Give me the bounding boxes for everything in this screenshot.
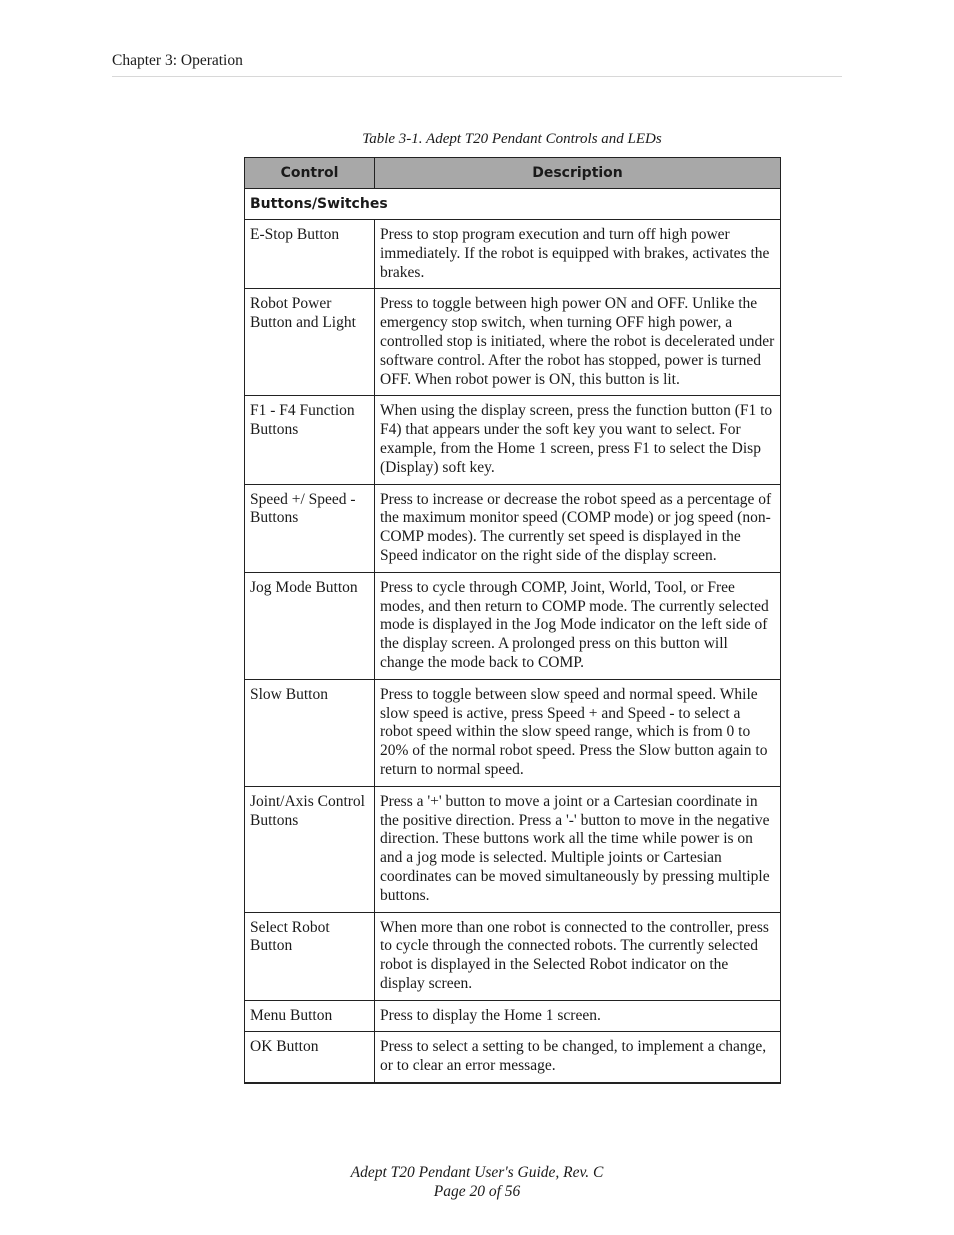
control-name: Menu Button	[245, 1000, 375, 1032]
control-name: F1 - F4 Function Buttons	[245, 396, 375, 484]
control-description: Press to display the Home 1 screen.	[375, 1000, 781, 1032]
table-row	[245, 220, 781, 289]
table-row	[245, 786, 781, 912]
footer-guide-title: Adept T20 Pendant User's Guide, Rev. C	[350, 1164, 604, 1181]
table-row	[245, 289, 781, 396]
column-header-control: Control	[245, 158, 375, 189]
controls-table	[244, 157, 781, 1084]
column-header-description: Description	[375, 158, 781, 189]
table-row	[245, 484, 781, 572]
footer-page-number: Page 20 of 56	[433, 1183, 521, 1200]
control-name: Robot Power Button and Light	[245, 289, 375, 396]
table-row	[245, 912, 781, 1000]
table-row	[245, 1000, 781, 1032]
control-description: Press to stop program execution and turn off high power immediately. If the robot is equipped with brakes, activates the brakes.	[375, 220, 781, 289]
control-description: Press to select a setting to be changed, to implement a change, or to clear an error message.	[375, 1032, 781, 1083]
table-header-row	[245, 158, 781, 189]
control-description: Press to increase or decrease the robot speed as a percentage of the maximum monitor speed (COMP mode) or jog speed (non-COMP modes). The currently set speed is displayed in the Speed indicator on the right side of the display screen.	[375, 484, 781, 572]
control-description: Press to toggle between slow speed and normal speed. While slow speed is active, press Speed + and Speed - to select a robot speed within the slow speed range, which is from 0 to 20% of the normal robot speed. Press the Slow button again to return to normal speed.	[375, 679, 781, 786]
control-description: Press to toggle between high power ON and OFF. Unlike the emergency stop switch, when turning OFF high power, a controlled stop is initiated, where the robot is decelerated under software control. After the robot has stopped, power is turned OFF. When robot power is ON, this button is lit.	[375, 289, 781, 396]
control-name: Select Robot Button	[245, 912, 375, 1000]
table-row	[245, 572, 781, 679]
control-description: Press to cycle through COMP, Joint, World, Tool, or Free modes, and then return to COMP mode. The currently selected mode is displayed in the Jog Mode indicator on the left side of the display screen. A prolonged press on this button will change the mode back to COMP.	[375, 572, 781, 679]
control-name: OK Button	[245, 1032, 375, 1083]
control-description: Press a '+' button to move a joint or a Cartesian coordinate in the positive direction. Press a '-' button to move in the negative direction. These buttons work all the time while power is on and a jog mode is selected. Multiple joints or Cartesian coordinates can be moved simultaneously by pressing multiple buttons.	[375, 786, 781, 912]
control-name: Jog Mode Button	[245, 572, 375, 679]
table-row	[245, 679, 781, 786]
control-description: When more than one robot is connected to the controller, press to cycle through the connected robots. The currently selected robot is displayed in the Selected Robot indicator on the display screen.	[375, 912, 781, 1000]
table-row	[245, 1032, 781, 1083]
section-row	[245, 189, 781, 220]
table-caption: Table 3-1. Adept T20 Pendant Controls and LEDs	[362, 131, 662, 147]
control-name: E-Stop Button	[245, 220, 375, 289]
control-name: Slow Button	[245, 679, 375, 786]
control-name: Speed +/ Speed - Buttons	[245, 484, 375, 572]
table-row	[245, 396, 781, 484]
control-name: Joint/Axis Control Buttons	[245, 786, 375, 912]
control-description: When using the display screen, press the function button (F1 to F4) that appears under the soft key you want to select. For example, from the Home 1 screen, press F1 to select the Disp (Display) soft key.	[375, 396, 781, 484]
section-heading: Buttons/Switches	[245, 189, 781, 220]
running-header: Chapter 3: Operation	[112, 52, 842, 77]
